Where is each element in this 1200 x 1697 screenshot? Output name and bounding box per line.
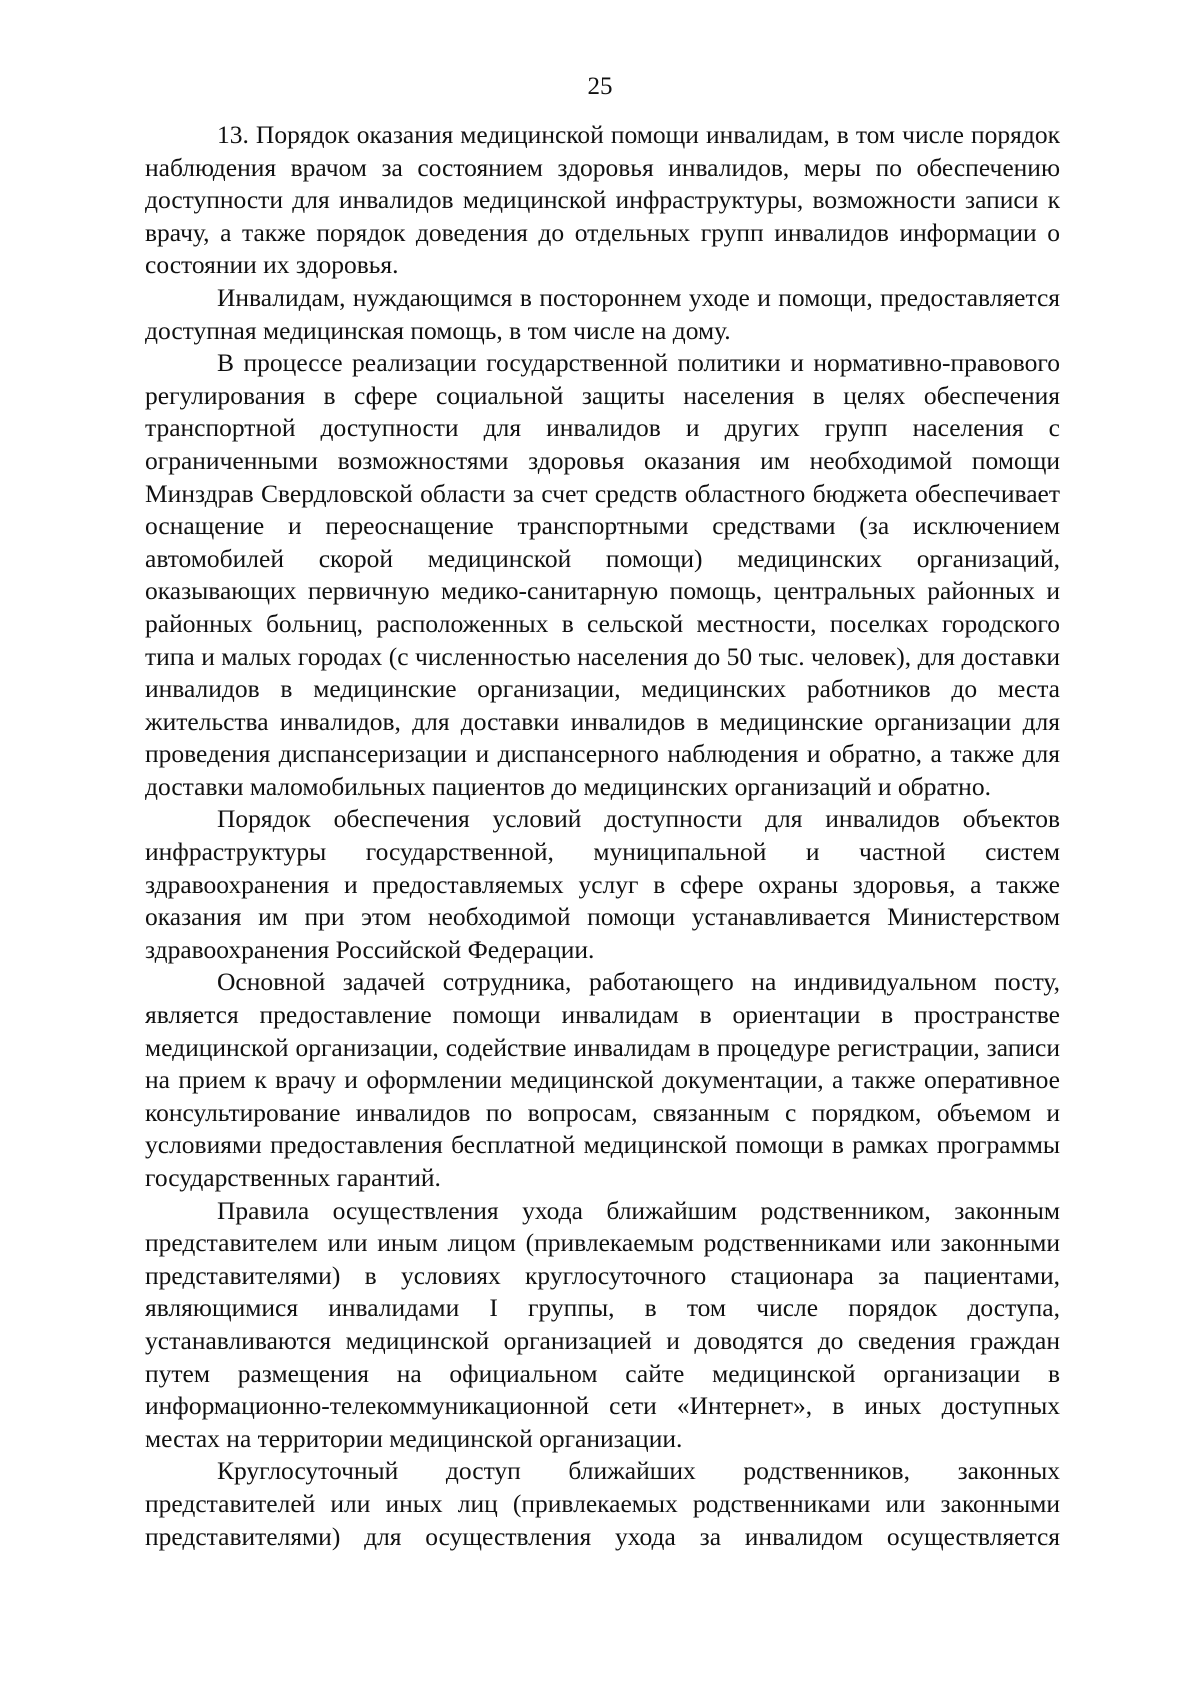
page-number: 25 <box>587 73 613 100</box>
paragraph-transport-accessibility: В процессе реализации государственной политики и нормативно-правового регулирования в сфере социальной защиты населения в целях обеспечения транспортной доступности для инвалидов и других групп населения с ограниченными возможностями здоровья оказания им необходимой помощи Минздрав Свердловской области за счет средств областного бюджета обеспечивает оснащение и переоснащение транспортными средствами (за исключением автомобилей скорой медицинской помощи) медицинских организаций, оказывающих первичную медико-санитарную помощь, центральных районных и районных больниц, расположенных в сельской местности, поселках городского типа и малых городах (с численностью населения до 50 тыс. человек), для доставки инвалидов в медицинские организации, медицинских работников до места жительства инвалидов, для доставки инвалидов в медицинские организации для проведения диспансеризации и диспансерного наблюдения и обратно, а также для доставки маломобильных пациентов до медицинских организаций и обратно. <box>145 348 1060 801</box>
paragraph-round-the-clock-access: Круглосуточный доступ ближайших родственников, законных представителей или иных лиц (привлекаемых родственниками или законными представителями) для осуществления ухода за инвалидом осуществляется <box>145 1456 1060 1551</box>
paragraph-infrastructure-accessibility: Порядок обеспечения условий доступности для инвалидов объектов инфраструктуры государственной, муниципальной и частной систем здравоохранения и предоставляемых услуг в сфере охраны здоровья, а также оказания им при этом необходимой помощи устанавливается Министерством здравоохранения Российской Федерации. <box>145 804 1060 964</box>
paragraph-home-care: Инвалидам, нуждающимся в постороннем уходе и помощи, предоставляется доступная медицинская помощь, в том числе на дому. <box>145 282 1060 345</box>
paragraph-disability-care-procedure: 13. Порядок оказания медицинской помощи инвалидам, в том числе порядок наблюдения врачом за состоянием здоровья инвалидов, меры по обеспечению доступности для инвалидов медицинской инфраструктуры, возможности записи к врачу, а также порядок доведения до отдельных групп инвалидов информации о состоянии их здоровья. <box>145 120 1060 280</box>
paragraph-individual-post-staff: Основной задачей сотрудника, работающего на индивидуальном посту, является предоставление помощи инвалидам в ориентации в пространстве медицинской организации, содействие инвалидам в процедуре регистрации, записи на прием к врачу и оформлении медицинской документации, а также оперативное консультирование инвалидов по вопросам, связанным с порядком, объемом и условиями предоставления бесплатной медицинской помощи в рамках программы государственных гарантий. <box>145 967 1060 1192</box>
body-text <box>145 119 1060 1553</box>
paragraph-care-rules: Правила осуществления ухода ближайшим родственником, законным представителем или иным лицом (привлекаемым родственниками или законными представителями) в условиях круглосуточного стационара за пациентами, являющимися инвалидами I группы, в том числе порядок доступа, устанавливаются медицинской организацией и доводятся до сведения граждан путем размещения на официальном сайте медицинской организации в информационно-телекоммуникационной сети «Интернет», в иных доступных местах на территории медицинской организации. <box>145 1195 1060 1453</box>
